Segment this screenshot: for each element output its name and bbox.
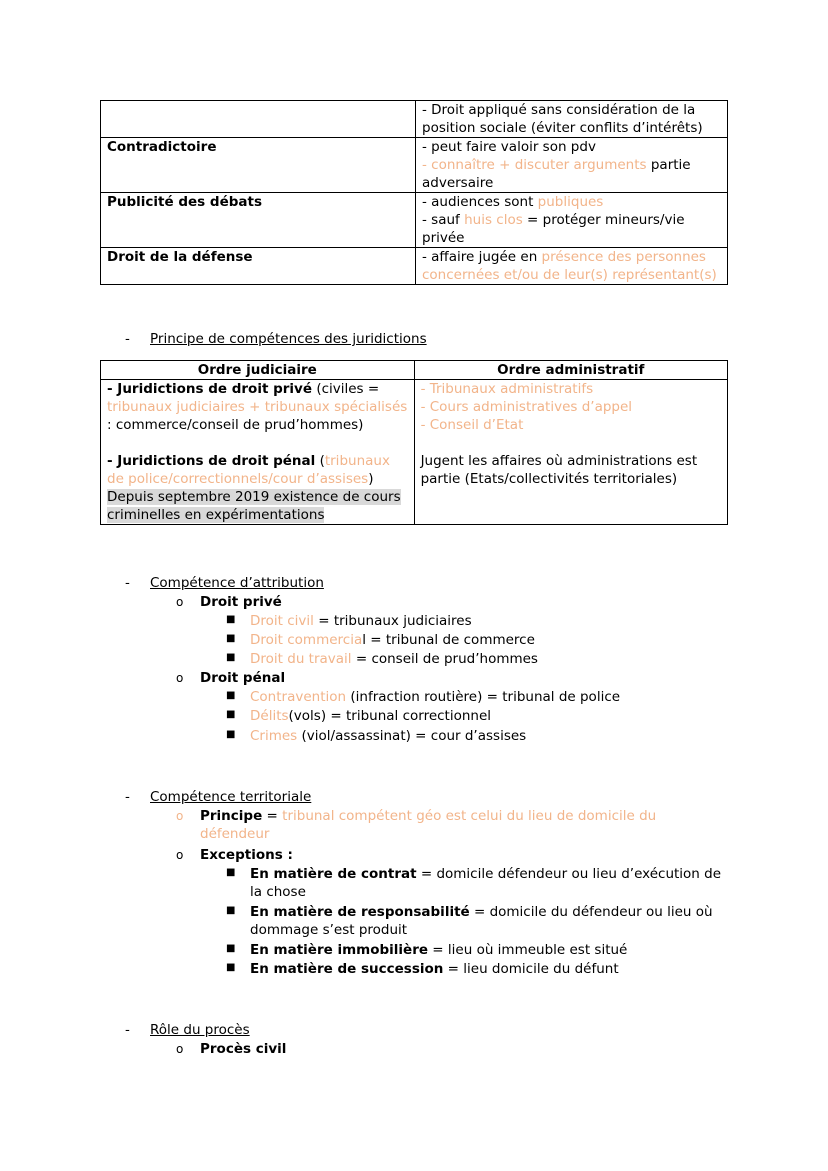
square-bullet: ■ bbox=[226, 614, 236, 625]
section-title: Principe de compétences des juridictions bbox=[150, 331, 427, 347]
table-cell-judiciaire: - Juridictions de droit privé (civiles = tribunaux judiciaires + tribunaux spécialisés : commerce/conseil de prud’hommes) - Juridictions de droit pénal (tribunaux de police/correctionnels/cour d’assises) Depuis septembre 2019 existence de cours criminelles en expérimentations bbox=[101, 380, 415, 525]
square-bullet: ■ bbox=[226, 962, 236, 973]
highlighted-note: Depuis septembre 2019 existence de cours criminelles en expérimentations bbox=[107, 489, 401, 523]
table-cell-description: - audiences sont publiques - sauf huis clos = protéger mineurs/vie privée bbox=[416, 193, 728, 248]
circle-bullet: o bbox=[176, 809, 184, 823]
table-cell-label: Contradictoire bbox=[101, 138, 416, 193]
table-cell-label: Droit de la défense bbox=[101, 248, 416, 285]
table-cell-description: - Droit appliqué sans considération de la position sociale (éviter conflits d’intérêts) bbox=[416, 101, 728, 138]
circle-bullet: o bbox=[176, 1042, 184, 1056]
table-cell-administratif: - Tribunaux administratifs - Cours administratives d’appel - Conseil d’Etat Jugent les affaires où administrations est partie (Etats/collectivités territoriales) bbox=[414, 380, 727, 525]
table-header-row bbox=[101, 361, 728, 380]
section-bullet: - bbox=[125, 789, 130, 805]
circle-bullet: o bbox=[176, 848, 184, 862]
square-bullet: ■ bbox=[226, 709, 236, 720]
jurisdictions-table bbox=[100, 360, 728, 525]
table-row bbox=[101, 138, 728, 193]
circle-bullet: o bbox=[176, 671, 184, 685]
section-bullet: - bbox=[125, 331, 130, 347]
table-cell-description: - peut faire valoir son pdv - connaître + discuter arguments partie adversaire bbox=[416, 138, 728, 193]
table-row bbox=[101, 101, 728, 138]
section-title: Rôle du procès bbox=[150, 1022, 250, 1038]
principles-table bbox=[100, 100, 728, 285]
section-title: Compétence d’attribution bbox=[150, 575, 324, 591]
section-title: Compétence territoriale bbox=[150, 789, 312, 805]
table-header-judiciaire: Ordre judiciaire bbox=[101, 361, 415, 380]
table-cell-label: Publicité des débats bbox=[101, 193, 416, 248]
circle-bullet: o bbox=[176, 595, 184, 609]
square-bullet: ■ bbox=[226, 652, 236, 663]
square-bullet: ■ bbox=[226, 905, 236, 916]
section-bullet: - bbox=[125, 1022, 130, 1038]
square-bullet: ■ bbox=[226, 690, 236, 701]
table-row bbox=[101, 193, 728, 248]
table-row bbox=[101, 248, 728, 285]
square-bullet: ■ bbox=[226, 633, 236, 644]
square-bullet: ■ bbox=[226, 943, 236, 954]
table-header-administratif: Ordre administratif bbox=[414, 361, 727, 380]
square-bullet: ■ bbox=[226, 867, 236, 878]
square-bullet: ■ bbox=[226, 729, 236, 740]
table-cell-label bbox=[101, 101, 416, 138]
section-bullet: - bbox=[125, 575, 130, 591]
table-cell-description: - affaire jugée en présence des personnes concernées et/ou de leur(s) représentant(s) bbox=[416, 248, 728, 285]
table-row bbox=[101, 380, 728, 525]
